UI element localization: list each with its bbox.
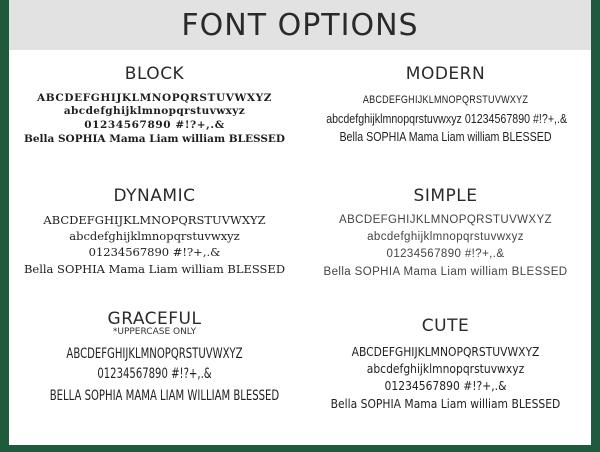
sample-uppercase: ABCDEFGHIJKLMNOPQRSTUVWXYZ bbox=[43, 213, 266, 227]
sample-lowercase: abcdefghijklmnopqrstuvwxyz bbox=[367, 231, 524, 243]
font-name: DYNAMIC bbox=[113, 186, 196, 206]
sample-names: Bella SOPHIA Mama Liam william BLESSED bbox=[23, 262, 286, 276]
sample-names: Bella SOPHIA Mama Liam william BLESSED bbox=[23, 133, 286, 145]
sample-names: BELLA SOPHIA MAMA LIAM WILLIAM BLESSED bbox=[49, 388, 280, 404]
sample-lowercase-digits: abcdefghijklmnopqrstuvwxyz 01234567890 #!?+,.& bbox=[326, 111, 568, 126]
font-name: MODERN bbox=[405, 64, 486, 84]
font-panel-block bbox=[9, 63, 300, 146]
font-name: BLOCK bbox=[124, 64, 185, 84]
sample-digits: 01234567890 #!?+,.& bbox=[386, 248, 505, 260]
sample-digits: 01234567890 #!?+,.& bbox=[84, 119, 225, 131]
font-panel-dynamic bbox=[9, 185, 300, 278]
sample-uppercase: ABCDEFGHIJKLMNOPQRSTUVWXYZ bbox=[351, 344, 540, 359]
sample-uppercase: ABCDEFGHIJKLMNOPQRSTUVWXYZ bbox=[339, 214, 552, 226]
font-panel-simple bbox=[300, 185, 591, 281]
sample-digits: 01234567890 #!?+,.& bbox=[97, 366, 212, 382]
font-panel-graceful bbox=[9, 308, 300, 408]
sample-digits: 01234567890 #!?+,.& bbox=[88, 245, 221, 259]
sample-names: Bella SOPHIA Mama Liam william BLESSED bbox=[330, 396, 561, 411]
font-name: CUTE bbox=[421, 316, 470, 336]
font-panel-modern bbox=[300, 63, 591, 146]
sample-names: Bella SOPHIA Mama Liam william BLESSED bbox=[323, 266, 568, 278]
sample-lowercase: abcdefghijklmnopqrstuvwxyz bbox=[366, 361, 525, 376]
sample-names: Bella SOPHIA Mama Liam william BLESSED bbox=[339, 129, 552, 144]
font-name: SIMPLE bbox=[413, 186, 478, 206]
sample-uppercase: ABCDEFGHIJKLMNOPQRSTUVWXYZ bbox=[362, 94, 529, 106]
font-sample bbox=[9, 91, 300, 146]
sample-lowercase: abcdefghijklmnopqrstuvwxyz bbox=[63, 105, 246, 117]
sample-uppercase: ABCDEFGHIJKLMNOPQRSTUVWXYZ bbox=[37, 92, 272, 104]
title-banner bbox=[9, 0, 591, 50]
font-name: GRACEFUL bbox=[107, 309, 202, 329]
font-note: *UPPERCASE ONLY bbox=[112, 327, 197, 337]
font-sample bbox=[9, 212, 300, 278]
font-panel-cute bbox=[300, 315, 591, 414]
sample-digits: 01234567890 #!?+,.& bbox=[384, 378, 507, 393]
font-sample bbox=[300, 212, 591, 281]
font-options-card bbox=[9, 0, 591, 445]
font-sample bbox=[300, 343, 591, 414]
font-sample bbox=[9, 344, 300, 408]
sample-uppercase: ABCDEFGHIJKLMNOPQRSTUVWXYZ bbox=[66, 346, 243, 362]
sample-lowercase: abcdefghijklmnopqrstuvwxyz bbox=[69, 229, 240, 243]
page-title: FONT OPTIONS bbox=[181, 7, 419, 43]
font-sample bbox=[300, 91, 591, 146]
